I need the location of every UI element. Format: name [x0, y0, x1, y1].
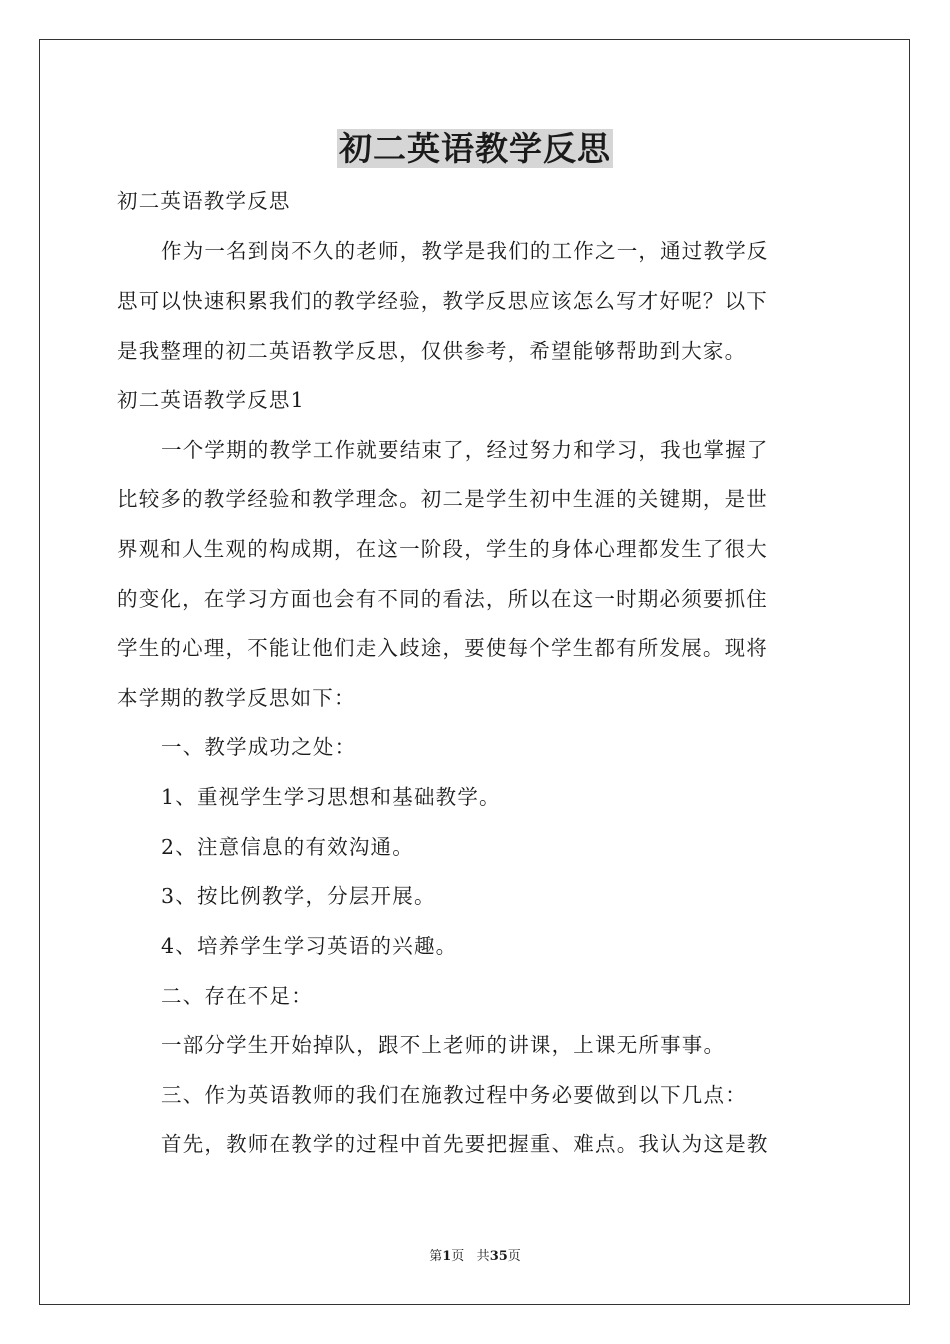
paragraph-line: 一个学期的教学工作就要结束了，经过努力和学习，我也掌握了 [161, 438, 769, 462]
document-title-text: 初二英语教学反思 [339, 129, 611, 168]
paragraph-line: 学生的心理，不能让他们走入歧途，要使每个学生都有所发展。现将 [117, 636, 768, 660]
subsection-heading: 一、教学成功之处： [161, 735, 357, 759]
total-prefix: 共 [476, 1249, 490, 1264]
paragraph-line: 一部分学生开始掉队，跟不上老师的讲课，上课无所事事。 [161, 1033, 726, 1057]
list-item: 2、注意信息的有效沟通。 [161, 835, 414, 859]
document-title [0, 127, 950, 171]
total-suffix: 页 [507, 1249, 521, 1264]
page-border [39, 39, 910, 1305]
intro-line-3: 是我整理的初二英语教学反思，仅供参考，希望能够帮助到大家。 [117, 339, 747, 363]
total-pages: 35 [489, 1249, 508, 1264]
paragraph-line: 界观和人生观的构成期，在这一阶段，学生的身体心理都发生了很大 [117, 537, 768, 561]
intro-line-1: 作为一名到岗不久的老师，教学是我们的工作之一，通过教学反 [161, 239, 769, 263]
paragraph-line: 首先，教师在教学的过程中首先要把握重、难点。我认为这是教 [161, 1132, 769, 1156]
page-number: 1 [442, 1249, 452, 1264]
paragraph-line: 的变化，在学习方面也会有不同的看法，所以在这一时期必须要抓住 [117, 587, 768, 611]
subsection-heading: 三、作为英语教师的我们在施教过程中务必要做到以下几点： [161, 1083, 747, 1107]
subtitle-line: 初二英语教学反思 [117, 189, 291, 213]
list-item: 3、按比例教学，分层开展。 [161, 884, 436, 908]
list-item: 1、重视学生学习思想和基础教学。 [161, 785, 501, 809]
intro-line-2: 思可以快速积累我们的教学经验，教学反思应该怎么写才好呢？以下 [117, 289, 768, 313]
paragraph-line: 本学期的教学反思如下： [117, 686, 356, 710]
page-suffix: 页 [451, 1249, 465, 1264]
paragraph-line: 比较多的教学经验和教学理念。初二是学生初中生涯的关键期，是世 [117, 487, 768, 511]
section-heading: 初二英语教学反思1 [117, 388, 305, 412]
subsection-heading: 二、存在不足： [161, 984, 313, 1008]
page-footer [0, 1248, 950, 1266]
page-prefix: 第 [429, 1249, 443, 1264]
list-item: 4、培养学生学习英语的兴趣。 [161, 934, 458, 958]
